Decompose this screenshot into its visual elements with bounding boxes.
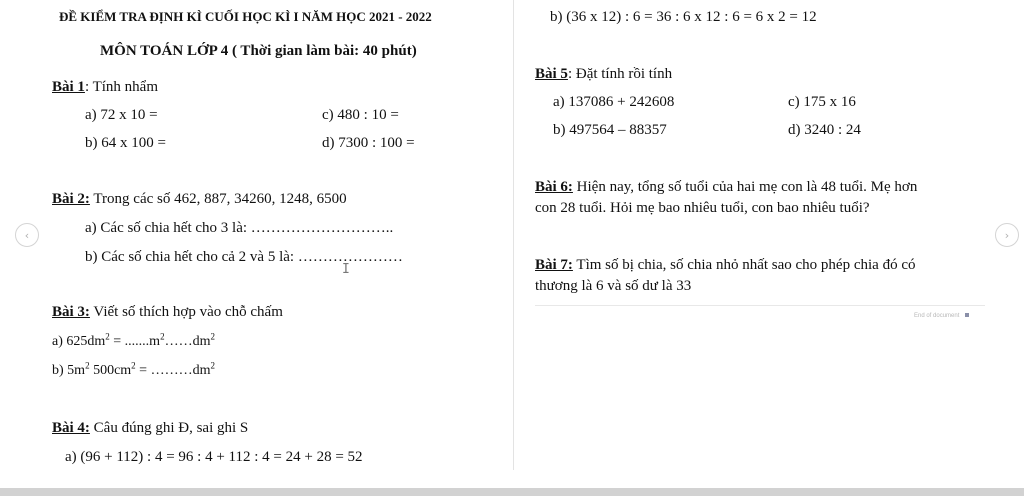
end-of-document-label: End of document	[914, 313, 960, 319]
bai2-a: a) Các số chia hết cho 3 là: ………………………..	[85, 220, 394, 236]
bai1-label: Bài 1	[52, 79, 85, 95]
chevron-left-icon: ‹	[24, 228, 30, 242]
end-of-document-divider	[535, 305, 985, 306]
bai4-b: b) (36 x 12) : 6 = 36 : 6 x 12 : 6 = 6 x 2 = 12	[550, 9, 817, 25]
exam-title: ĐỀ KIỂM TRA ĐỊNH KÌ CUỐI HỌC KÌ I NĂM HỌC 2021 - 2022	[59, 9, 432, 24]
bai1-b: b) 64 x 100 =	[85, 135, 166, 151]
bai1-d: d) 7300 : 100 =	[322, 135, 415, 151]
bai3-b-mid: 500cm	[89, 363, 132, 378]
bai2-b: b) Các số chia hết cho cả 2 và 5 là: …………………	[85, 249, 403, 265]
bai3-title: Viết số thích hợp vào chỗ chấm	[89, 304, 283, 320]
next-page-button[interactable]	[995, 223, 1019, 247]
bai3-a-sup2: 2	[160, 331, 165, 342]
bai3-a-mid: = .......m	[109, 334, 161, 349]
bai3-a-sup: 2	[105, 331, 110, 342]
bai1-heading	[52, 78, 158, 96]
end-of-document-note	[914, 313, 969, 319]
bai3-a-pre: a) 625dm	[52, 334, 106, 349]
bai5-title: : Đặt tính rồi tính	[567, 66, 673, 82]
bai3-b-sup: 2	[85, 360, 90, 371]
page-divider	[513, 0, 514, 470]
bai4-title: Câu đúng ghi Đ, sai ghi S	[89, 420, 249, 436]
bai3-heading	[52, 303, 283, 321]
bai5-label: Bài 5	[535, 66, 568, 82]
end-marker-icon	[965, 313, 969, 317]
chevron-right-icon: ›	[1004, 228, 1010, 242]
bai7-text1: Tìm số bị chia, số chia nhỏ nhất sao cho phép chia đó có	[572, 257, 916, 273]
bottom-bar	[0, 488, 1024, 496]
bai3-b	[52, 362, 215, 380]
bai3-a	[52, 333, 215, 351]
bai3-b-sup2: 2	[131, 360, 136, 371]
bai4-heading	[52, 419, 248, 437]
bai3-label: Bài 3:	[52, 304, 90, 320]
bai4-label: Bài 4:	[52, 420, 90, 436]
bai2-label: Bài 2:	[52, 191, 90, 207]
prev-page-button[interactable]	[15, 223, 39, 247]
bai3-b-pre: b) 5m	[52, 363, 86, 378]
bai2-title: Trong các số 462, 887, 34260, 1248, 6500	[89, 191, 347, 207]
bai4-a: a) (96 + 112) : 4 = 96 : 4 + 112 : 4 = 24 + 28 = 52	[65, 449, 363, 465]
bai3-b-sup3: 2	[210, 360, 215, 371]
bai5-c: c) 175 x 16	[788, 94, 856, 110]
bai7-line2: thương là 6 và số dư là 33	[535, 278, 692, 294]
bai3-a-post: ……dm	[164, 334, 211, 349]
bai5-b: b) 497564 – 88357	[553, 122, 667, 138]
bai1-a: a) 72 x 10 =	[85, 107, 158, 123]
bai6-label: Bài 6:	[535, 179, 573, 195]
bai6-text1: Hiện nay, tổng số tuổi của hai mẹ con là 48 tuổi. Mẹ hơn	[572, 179, 918, 195]
exam-subtitle: MÔN TOÁN LỚP 4 ( Thời gian làm bài: 40 phút)	[100, 43, 417, 59]
bai6-line2: con 28 tuổi. Hỏi mẹ bao nhiêu tuổi, con bao nhiêu tuổi?	[535, 200, 870, 216]
bai5-heading	[535, 65, 672, 83]
bai3-b-post: = ………dm	[135, 363, 211, 378]
text-cursor-icon: I	[342, 262, 350, 277]
bai2-heading	[52, 190, 347, 208]
bai5-a: a) 137086 + 242608	[553, 94, 675, 110]
bai3-a-sup3: 2	[210, 331, 215, 342]
bai7-label: Bài 7:	[535, 257, 573, 273]
bai6-line1	[535, 178, 917, 196]
bai1-title: : Tính nhẩm	[84, 79, 158, 95]
bai1-c: c) 480 : 10 =	[322, 107, 399, 123]
bai7-line1	[535, 256, 915, 274]
bai5-d: d) 3240 : 24	[788, 122, 861, 138]
